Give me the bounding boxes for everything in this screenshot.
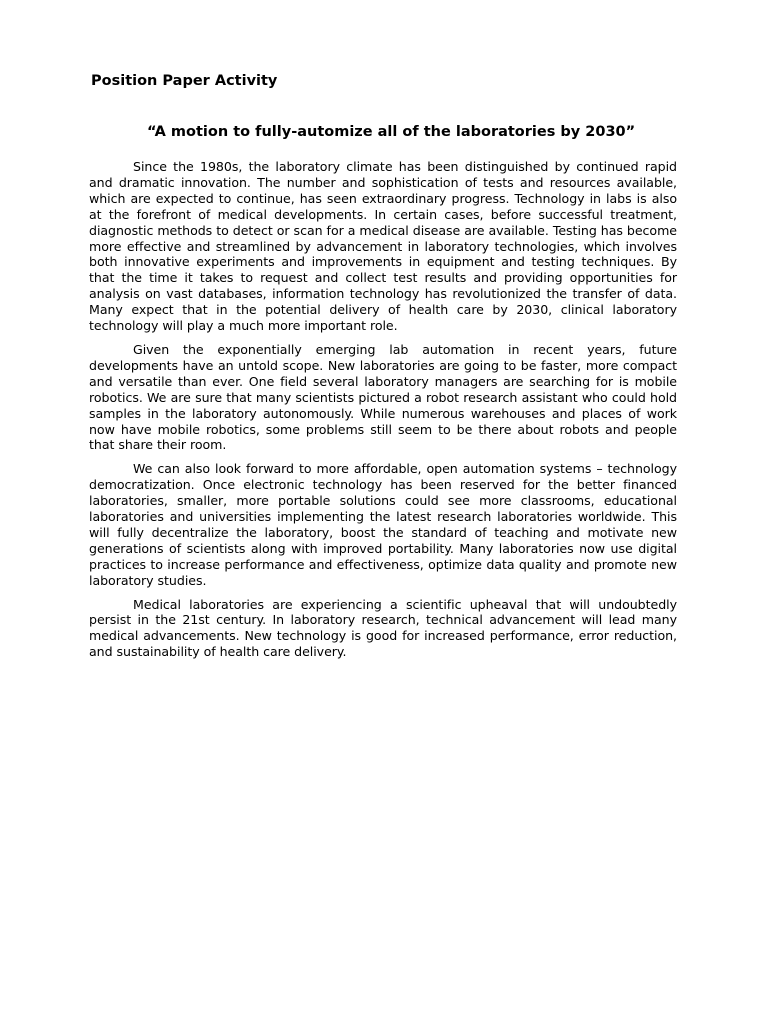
paragraph-1: Since the 1980s, the laboratory climate has been distinguished by continued rapid and dramatic innovation. The number and sophistication of tests and resources available, which are expected to continue, has seen extraordinary progress. Technology in labs is also at the forefront of medical developments. In certain cases, before successful treatment, diagnostic methods to detect or scan for a medical disease are available. Testing has become more effective and streamlined by advancement in laboratory technologies, which involves both innovative experiments and improvements in equipment and testing techniques. By that the time it takes to request and collect test results and providing opportunities for analysis on vast databases, information technology has revolutionized the transfer of data. Many expect that in the potential delivery of health care by 2030, clinical laboratory technology will play a much more important role. — [89, 159, 677, 334]
paragraph-3: We can also look forward to more affordable, open automation systems – technology democratization. Once electronic technology has been reserved for the better financed laboratories, smaller, more portable solutions could see more classrooms, educational laboratories and universities implementing the latest research laboratories worldwide. This will fully decentralize the laboratory, boost the standard of teaching and motivate new generations of scientists along with improved portability. Many laboratories now use digital practices to increase performance and effectiveness, optimize data quality and promote new laboratory studies. — [89, 461, 677, 588]
paragraph-4: Medical laboratories are experiencing a scientific upheaval that will undoubtedly persist in the 21st century. In laboratory research, technical advancement will lead many medical advancements. New technology is good for increased performance, error reduction, and sustainability of health care delivery. — [89, 596, 677, 660]
paragraph-2: Given the exponentially emerging lab automation in recent years, future developments have an untold scope. New laboratories are going to be faster, more compact and versatile than ever. One field several laboratory managers are searching for is mobile robotics. We are sure that many scientists pictured a robot research assistant who could hold samples in the laboratory autonomously. While numerous warehouses and places of work now have mobile robotics, some problems still seem to be there about robots and people that share their room. — [89, 341, 677, 453]
document-title: “A motion to fully-automize all of the laboratories by 2030” — [147, 124, 636, 140]
document-body — [89, 159, 677, 668]
document-heading: Position Paper Activity — [91, 73, 278, 89]
